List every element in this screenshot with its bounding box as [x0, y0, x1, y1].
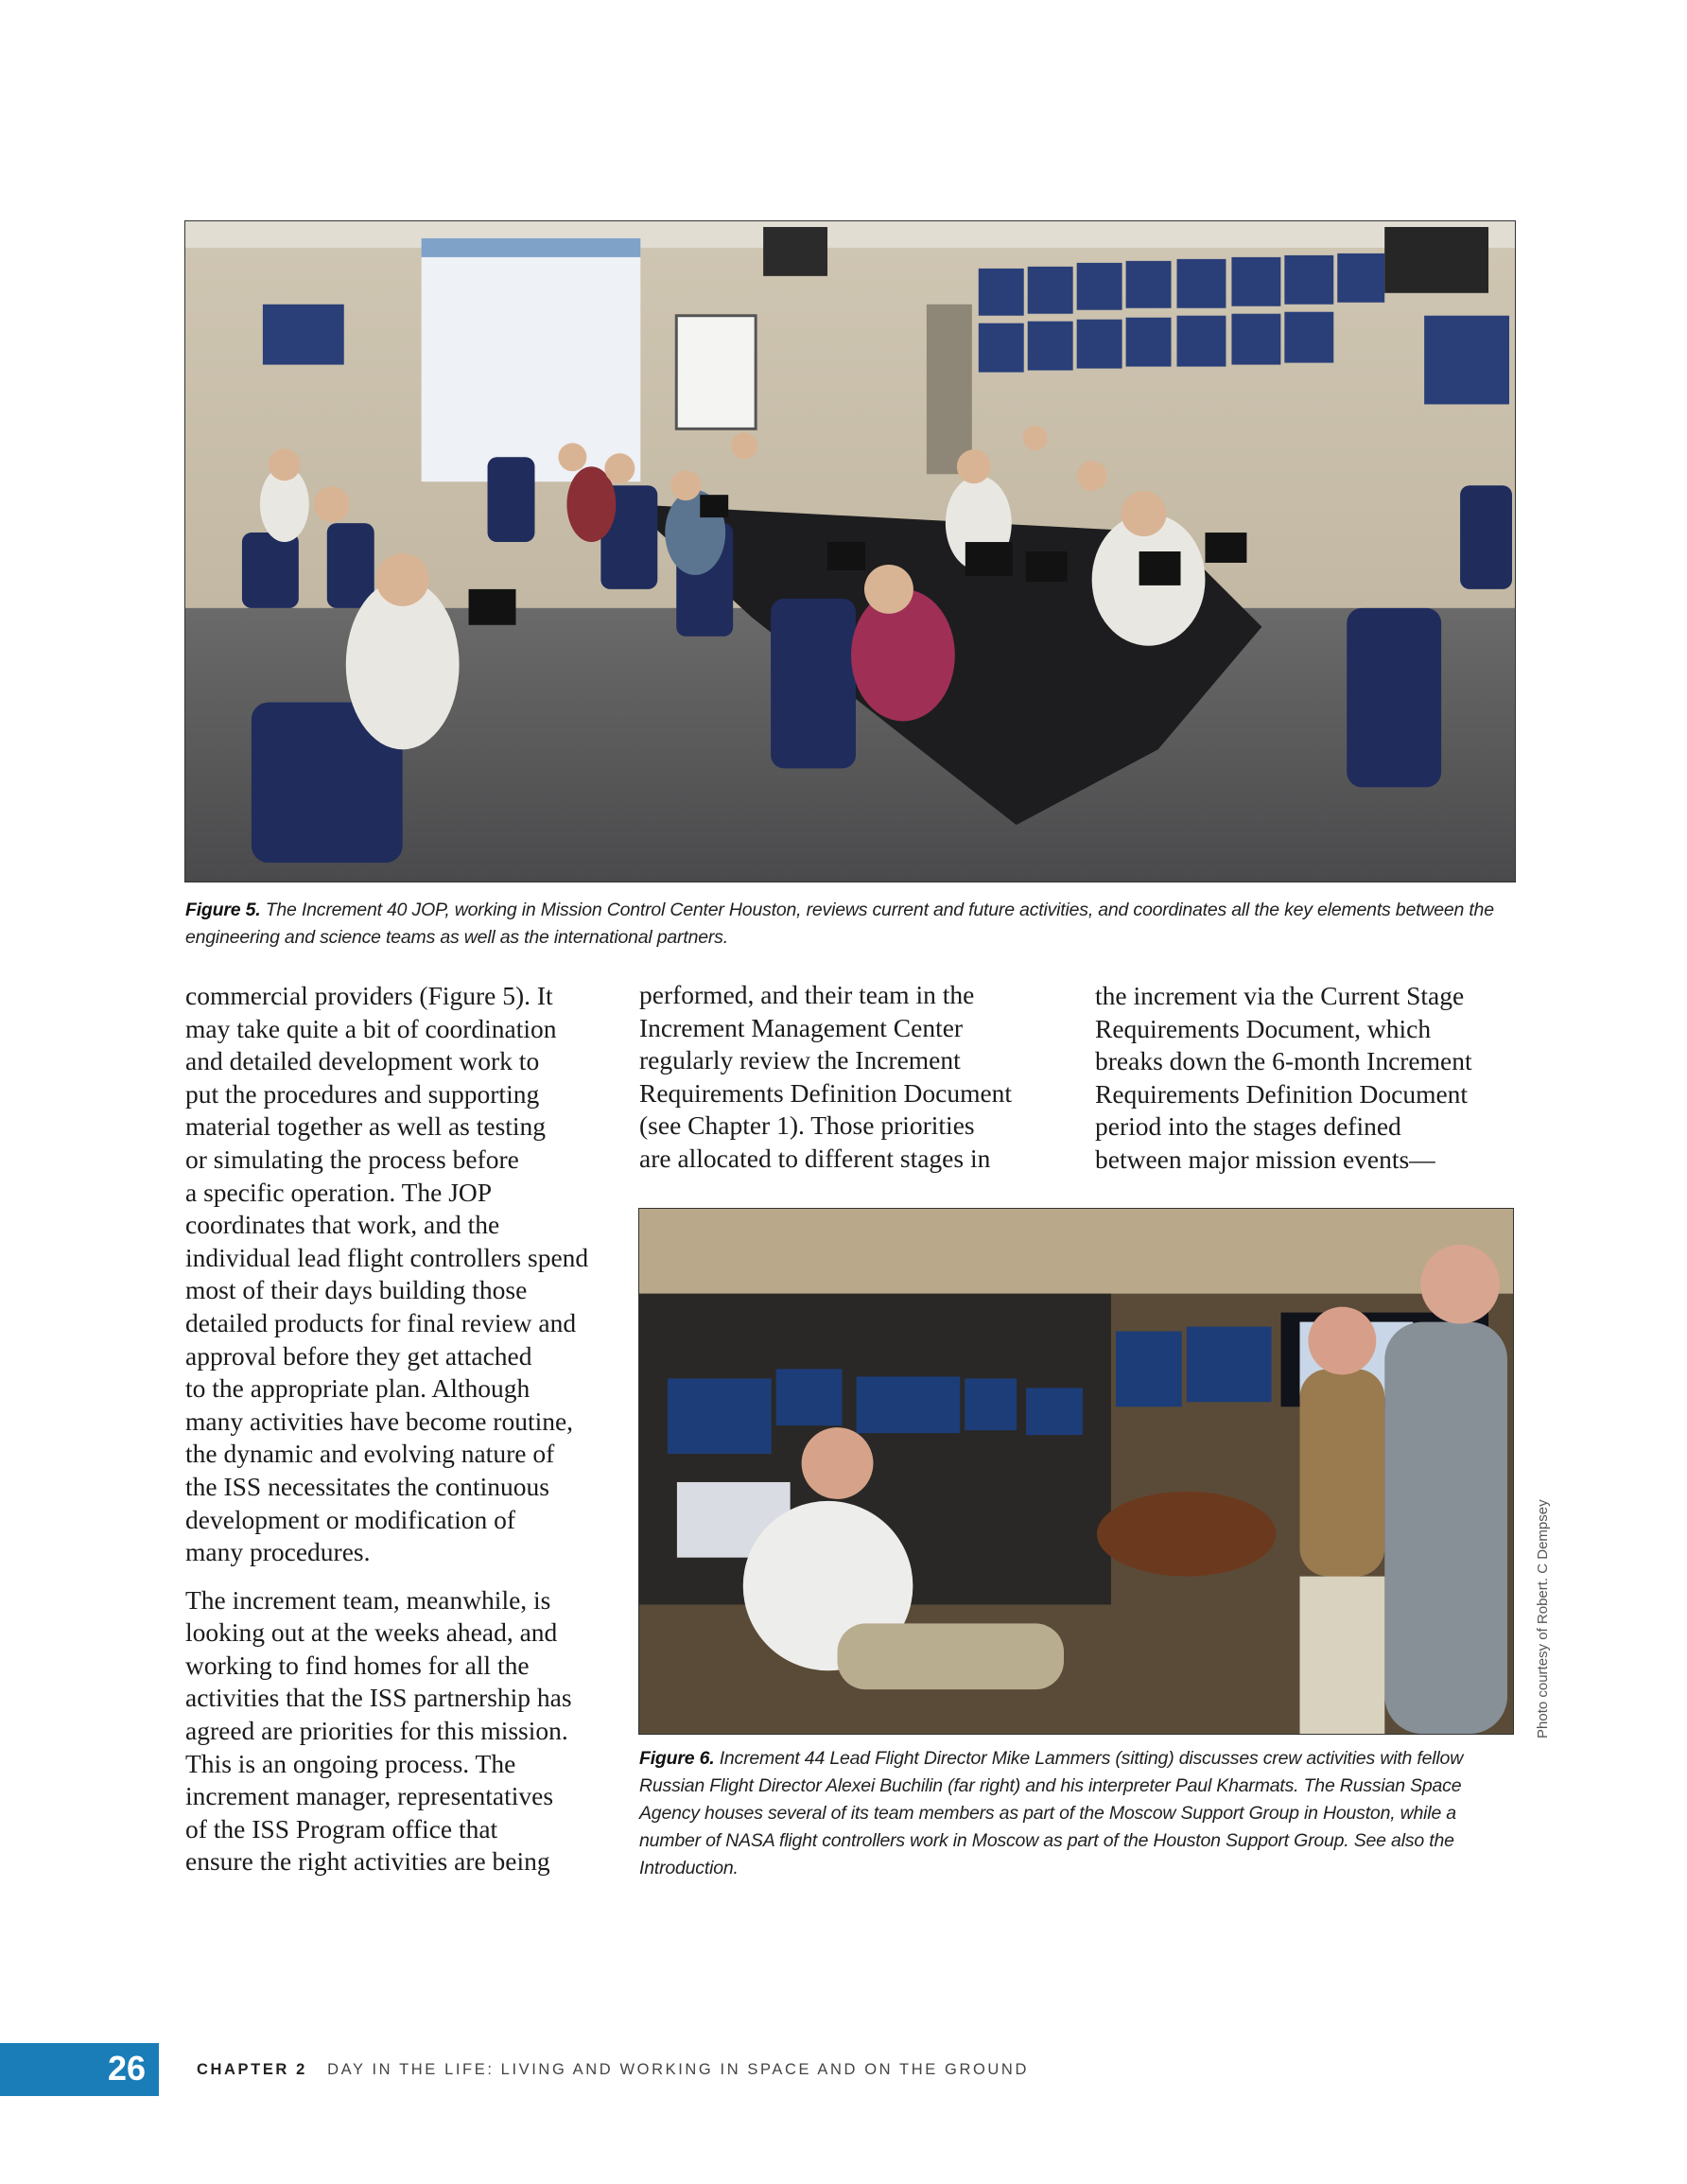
photo-credit: Photo courtesy of Robert. C Dempsey: [1535, 1499, 1551, 1738]
figure-5-caption-text: The Increment 40 JOP, working in Mission Control Center Houston, reviews current and future activities, and coordinates all the key elements between the engineering and science teams as well as the international partners.: [185, 900, 1494, 948]
figure-6-caption-text: Increment 44 Lead Flight Director Mike Lammers (sitting) discusses crew activities with fellow Russian Flight Director Alexei Buchilin (far right) and his interpreter Paul Kharmats. The Russian Space Agency houses several of its team members as part of the Moscow Support Group in Houston, while a number of NASA flight controllers work in Moscow as part of the Houston Support Group. See also the Introduction.: [639, 1748, 1464, 1878]
body-paragraph-4: the increment via the Current Stage Requirements Document, which breaks down the 6-month Increment Requirements Definition Document period into the stages defined between major mission events—: [1095, 981, 1472, 1174]
body-paragraph-2: The increment team, meanwhile, is looking out at the weeks ahead, and working to find homes for all the activities that the ISS partnership has agreed are priorities for this mission. This is an ongoing process. The increment manager, representatives of the ISS Program office that ensure the right activities are being: [185, 1584, 572, 1877]
figure-5-caption: [185, 897, 1528, 952]
figure-6-caption: [639, 1745, 1519, 1882]
chapter-label: CHAPTER 2: [197, 2061, 307, 2078]
body-column-2: [639, 979, 1055, 1176]
figure-5-photo: [184, 220, 1516, 882]
body-paragraph-3: performed, and their team in the Increment Management Center regularly review the Increment Requirements Definition Document (see Chapter 1). Those priorities are allocated to different stages in: [639, 980, 1013, 1173]
figure-6-label: Figure 6.: [639, 1748, 715, 1769]
figure-6-photo: [638, 1208, 1514, 1735]
chapter-title: DAY IN THE LIFE: LIVING AND WORKING IN SPACE AND ON THE GROUND: [327, 2061, 1029, 2078]
page-number-tab: [0, 2043, 159, 2096]
figure-5-label: Figure 5.: [185, 900, 261, 920]
body-paragraph-1: commercial providers (Figure 5). It may take quite a bit of coordination and detailed development work to put the procedures and supporting material together as well as testing or simulating the process before a specific operation. The JOP coordinates that work, and the individual lead flight controllers spend most of their days building those detailed products for final review and approval before they get attached to the appropriate plan. Although many activities have become routine, the dynamic and evolving nature of the ISS necessitates the continuous development or modification of many procedures.: [185, 981, 589, 1567]
body-column-1: [185, 980, 620, 1878]
running-footer: [197, 2061, 1029, 2079]
body-column-3: [1095, 980, 1511, 1177]
page-number: 26: [107, 2049, 146, 2088]
